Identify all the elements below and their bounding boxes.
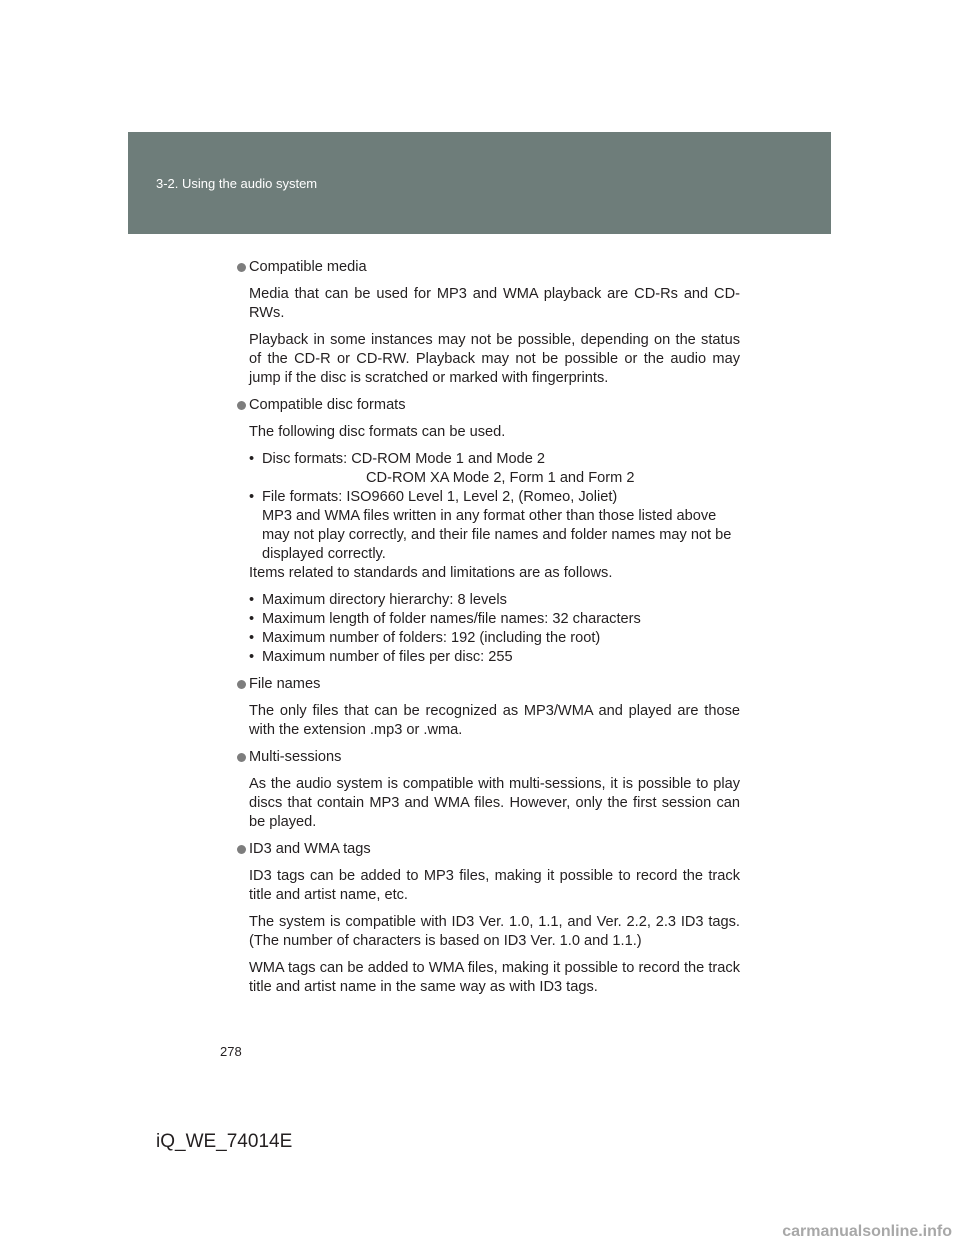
section-title: 3-2. Using the audio system <box>156 176 318 191</box>
heading-multi-sessions: Multi-sessions <box>236 748 740 767</box>
list-item: • Maximum length of folder names/file names: 32 characters <box>249 610 740 629</box>
format-list <box>249 450 740 564</box>
document-code: iQ_WE_74014E <box>156 1131 293 1152</box>
paragraph: ID3 tags can be added to MP3 files, making it possible to record the track title and artist name, etc. <box>249 868 740 903</box>
paragraph: The following disc formats can be used. <box>249 424 506 440</box>
paragraph: As the audio system is compatible with multi-sessions, it is possible to play discs that contain MP3 and WMA files. However, only the first session can be played. <box>249 776 740 830</box>
heading-compatible-disc-formats: Compatible disc formats <box>236 396 740 415</box>
watermark: carmanualsonline.info <box>782 1223 952 1240</box>
heading-id3-wma-tags: ID3 and WMA tags <box>236 840 740 859</box>
paragraph: WMA tags can be added to WMA files, making it possible to record the track title and artist name in the same way as with ID3 tags. <box>249 960 740 995</box>
paragraph: The only files that can be recognized as MP3/WMA and played are those with the extension .mp3 or .wma. <box>249 703 740 738</box>
paragraph: Media that can be used for MP3 and WMA playback are CD-Rs and CD-RWs. <box>249 286 740 321</box>
list-item <box>249 450 740 488</box>
page-content <box>236 258 740 1005</box>
list-item: • Maximum number of folders: 192 (including the root) <box>249 629 740 648</box>
heading-compatible-media: Compatible media <box>236 258 740 277</box>
heading-file-names: File names <box>236 675 740 694</box>
file-formats-line: • File formats: ISO9660 Level 1, Level 2, (Romeo, Joliet) <box>262 489 618 505</box>
list-item: • Maximum number of files per disc: 255 <box>249 648 740 667</box>
page-number: 278 <box>220 1044 242 1059</box>
disc-formats-line: • Disc formats: CD-ROM Mode 1 and Mode 2 <box>262 451 546 467</box>
list-item: • Maximum directory hierarchy: 8 levels <box>249 591 740 610</box>
limits-list <box>249 591 740 667</box>
paragraph: The system is compatible with ID3 Ver. 1.0, 1.1, and Ver. 2.2, 2.3 ID3 tags. (The number of characters is based on ID3 Ver. 1.0 and 1.1.) <box>249 914 740 949</box>
list-item <box>249 488 740 564</box>
disc-formats-line: CD-ROM XA Mode 2, Form 1 and Form 2 <box>366 470 635 486</box>
paragraph: Playback in some instances may not be possible, depending on the status of the CD-R or CD-RW. Playback may not be possible or the audio may jump if the disc is scratched or marked with fingerprints. <box>249 332 740 386</box>
file-formats-note: MP3 and WMA files written in any format other than those listed above may not play correctly, and their file names and folder names may not be displayed correctly. <box>262 508 732 562</box>
paragraph: Items related to standards and limitations are as follows. <box>249 565 613 581</box>
